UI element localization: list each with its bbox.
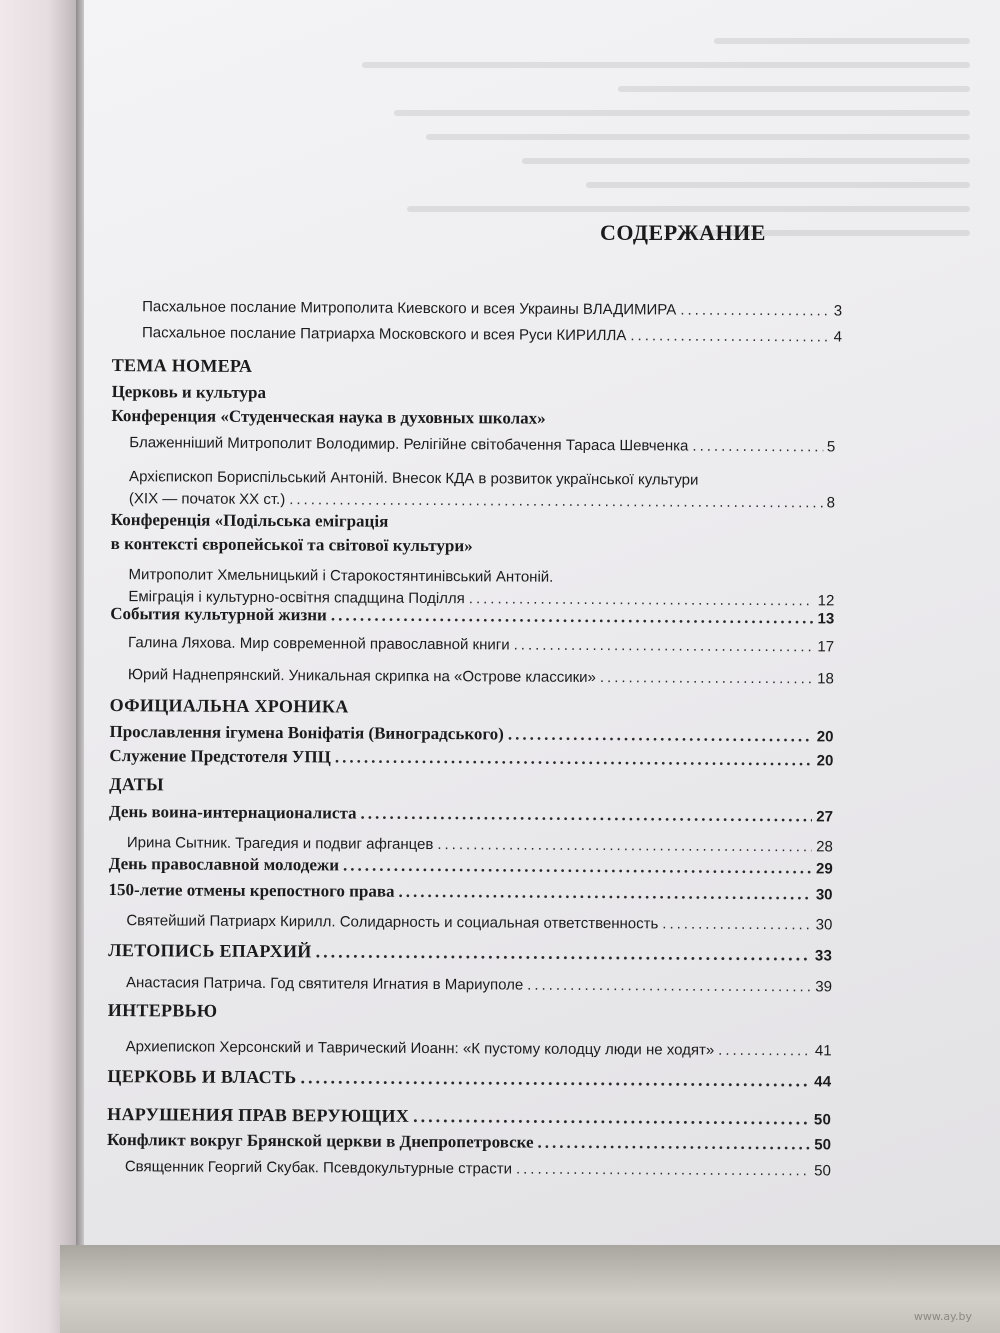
section-heading: ЛЕТОПИСЬ ЕПАРХИЙ xyxy=(108,940,312,962)
entry-title: Митрополит Хмельницький і Старокостянтинівський Антоній. xyxy=(128,566,554,586)
page-number: 13 xyxy=(817,610,835,628)
dot-leader xyxy=(343,855,812,878)
subsection-heading: День воина-интернационалиста xyxy=(108,802,357,823)
subsection-heading: Конференция «Студенческая наука в духовных школах» xyxy=(111,406,546,428)
entry-title: Еміграція і культурно-освітня спадщина Поділля xyxy=(128,588,465,608)
dot-leader xyxy=(399,882,812,905)
page-number: 39 xyxy=(815,978,833,996)
entry-title: Священник Георгий Скубак. Псевдокультурные страсти xyxy=(124,1158,513,1178)
page-number: 30 xyxy=(815,916,833,934)
dot-leader xyxy=(335,747,813,770)
subsection-heading: День православной молодежи xyxy=(108,854,340,875)
page-number: 12 xyxy=(817,592,835,610)
page-number: 4 xyxy=(833,328,843,346)
page-number: 20 xyxy=(816,728,834,746)
dot-leader xyxy=(630,327,829,345)
dot-leader xyxy=(600,669,813,687)
entry-title: Юрий Наднепрянский. Уникальная скрипка на «Острове классики» xyxy=(127,666,596,687)
entry-title: Архиепископ Херсонский и Таврический Иоанн: «К пустому колодцу люди не ходят» xyxy=(125,1038,715,1059)
toc-entry xyxy=(107,1066,831,1091)
entry-title: (XIX — початок XX ст.) xyxy=(128,490,286,509)
subsection-heading: Служение Предстотеля УПЦ xyxy=(109,746,331,767)
toc-entry xyxy=(108,940,832,965)
dot-leader xyxy=(289,491,822,511)
page-number: 5 xyxy=(826,438,836,456)
dot-leader xyxy=(516,1161,810,1180)
dot-leader xyxy=(538,1133,811,1155)
watermark: www.ay.by xyxy=(913,1310,972,1323)
entry-title: Пасхальное послание Патриарха Московского и всея Руси КИРИЛЛА xyxy=(141,324,627,345)
section-heading: ИНТЕРВЬЮ xyxy=(107,1000,218,1021)
entry-title: Галина Ляхова. Мир современной православной книги xyxy=(128,634,510,654)
subsection-heading: Конференція «Подільська еміграція xyxy=(110,510,389,531)
page-number: 27 xyxy=(816,808,834,826)
dot-leader xyxy=(514,637,814,656)
table-surface xyxy=(60,1245,1000,1333)
section-heading: ОФИЦИАЛЬНА ХРОНИКА xyxy=(109,695,349,717)
page-number: 50 xyxy=(814,1162,831,1180)
page-number: 20 xyxy=(816,752,834,770)
dot-leader xyxy=(437,836,812,855)
page-number: 3 xyxy=(833,302,843,320)
page-number: 50 xyxy=(814,1136,832,1154)
subsection-heading: Церковь и культура xyxy=(111,382,267,402)
dot-leader xyxy=(300,1067,810,1091)
dot-leader xyxy=(718,1042,811,1060)
entry-title: Анастасия Патрича. Год святителя Игнатия в Мариуполе xyxy=(125,974,524,994)
page-number: 18 xyxy=(817,670,834,688)
section-heading: ЦЕРКОВЬ И ВЛАСТЬ xyxy=(107,1066,297,1088)
dot-leader xyxy=(360,804,812,827)
dot-leader xyxy=(508,724,813,746)
section-heading: ТЕМА НОМЕРА xyxy=(111,355,253,376)
dot-leader xyxy=(331,605,814,628)
section-heading: ДАТЫ xyxy=(109,774,164,795)
page-number: 8 xyxy=(826,494,835,512)
page-number: 41 xyxy=(814,1042,832,1060)
dot-leader xyxy=(316,941,811,965)
page-number: 28 xyxy=(816,838,833,856)
dot-leader xyxy=(527,977,811,996)
dot-leader xyxy=(692,438,823,456)
subsection-heading: События культурной жизни xyxy=(110,604,327,625)
page-title: СОДЕРЖАНИЕ xyxy=(600,220,766,245)
entry-title: Святейший Патриарх Кирилл. Солидарность и социальная ответственность xyxy=(126,912,659,933)
entry-title: Блаженніший Митрополит Володимир. Релігійне світобачення Тараса Шевченка xyxy=(129,434,689,455)
page-number: 29 xyxy=(815,860,833,878)
page-number: 33 xyxy=(814,947,833,965)
left-page xyxy=(0,0,80,1333)
page-number: 30 xyxy=(815,886,833,904)
entry-title: Архієпископ Бориспільський Антоній. Внесок КДА в розвиток української культури xyxy=(129,468,699,489)
subsection-heading: в контексті європейської та світової культури» xyxy=(110,534,473,556)
dot-leader xyxy=(662,915,811,933)
dot-leader xyxy=(413,1106,810,1129)
subsection-heading: Конфликт вокруг Брянской церкви в Днепропетровске xyxy=(106,1130,534,1152)
section-heading: НАРУШЕНИЯ ПРАВ ВЕРУЮЩИХ xyxy=(107,1104,410,1126)
page-number: 44 xyxy=(814,1073,832,1091)
page-number: 17 xyxy=(817,638,835,656)
page-number: 50 xyxy=(813,1111,832,1129)
subsection-heading: Прославлення ігумена Воніфатія (Виноградського) xyxy=(109,722,504,744)
dot-leader xyxy=(680,302,830,320)
toc-entry xyxy=(107,1104,831,1129)
subsection-heading: 150-летие отмены крепостного права xyxy=(108,880,395,901)
entry-title: Пасхальное послание Митрополита Киевского и всея Украины ВЛАДИМИРА xyxy=(142,298,677,319)
entry-title: Ирина Сытник. Трагедия и подвиг афганцев xyxy=(126,834,434,854)
